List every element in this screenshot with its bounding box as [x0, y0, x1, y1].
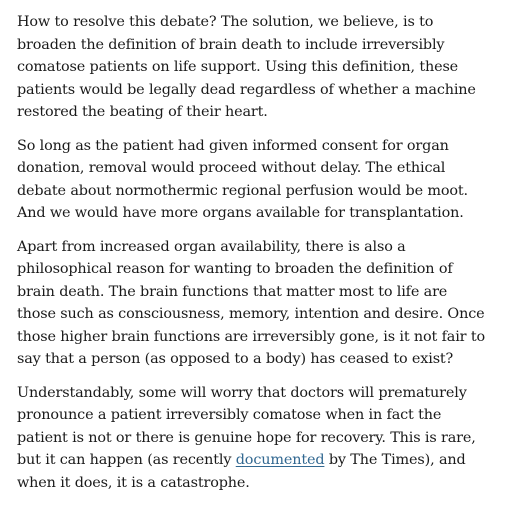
paragraph-4: [17, 382, 487, 495]
paragraph-2: So long as the patient had given informed consent for organ donation, removal would proceed without delay. The ethical debate about normothermic regional perfusion would be moot. And we would have more organs available for transplantation.: [17, 137, 468, 221]
paragraph-3: Apart from increased organ availability, there is also a philosophical reason for wanting to broaden the definition of brain death. The brain functions that matter most to life are those such as consciousness, memory, intention and desire. Once those higher brain functions are irreversibly gone, is it not fair to say that a person (as opposed to a body) has ceased to exist?: [17, 238, 485, 367]
paragraph-1: How to resolve this debate? The solution, we believe, is to broaden the definition of brain death to include irreversibly comatose patients on life support. Using this definition, these patients would be legally dead regardless of whether a machine restored the beating of their heart.: [17, 14, 476, 120]
documented-link[interactable]: documented: [235, 452, 325, 468]
article-body: [17, 11, 487, 505]
paragraph-4-text-before: Understandably, some will worry that doctors will prematurely pronounce a patient irreversibly comatose when in fact the patient is not or there is genuine hope for recovery. This is rare, but it can happen (as recently: [17, 384, 476, 468]
paragraph-4-text-after: by The Times), and when it does, it is a catastrophe.: [17, 452, 466, 491]
